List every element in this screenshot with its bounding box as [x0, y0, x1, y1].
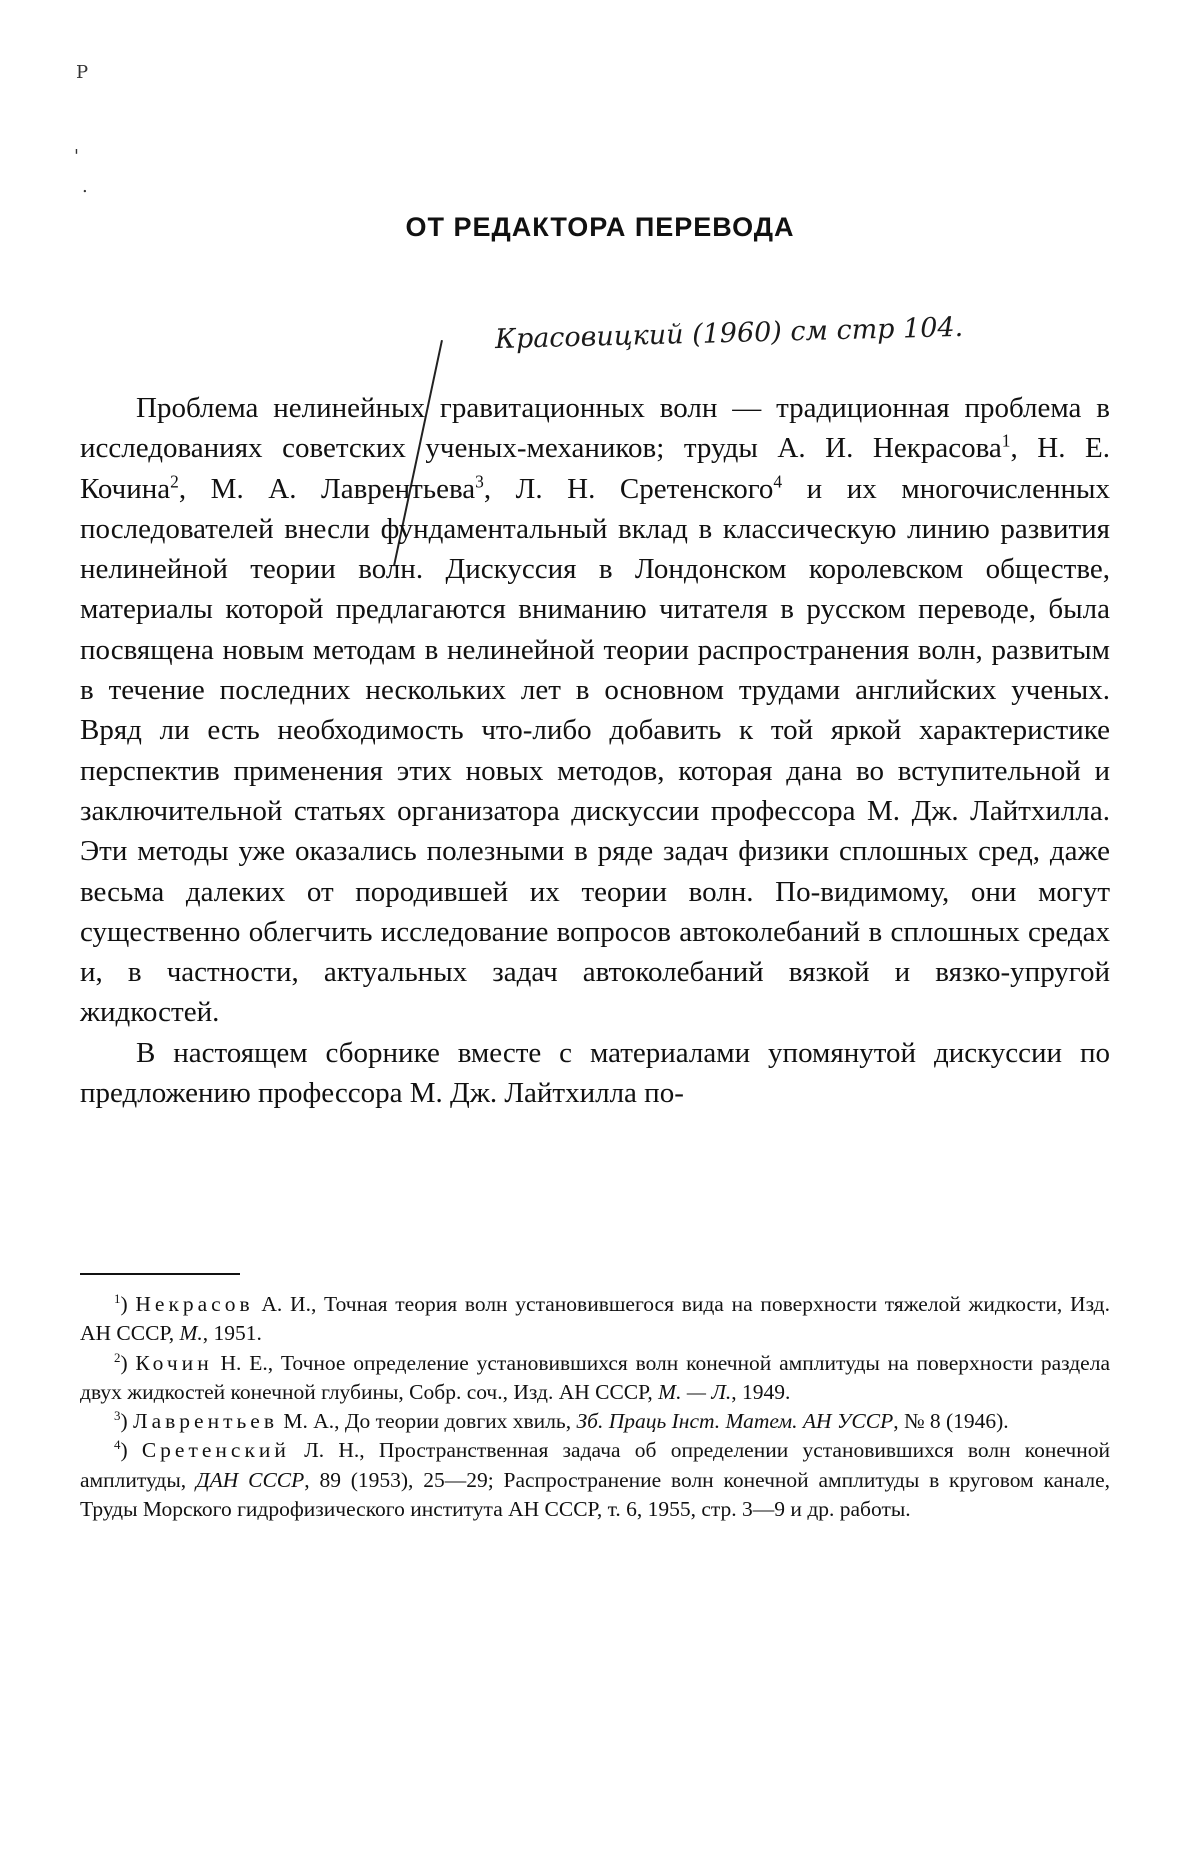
- footnotes: [80, 1290, 1110, 1524]
- footnote-3: $^3$) Лаврентьев М. А., До теории довгих хвиль, Зб. Праць Інст. Матем. АН УССР, № 8 (1946).: [114, 1409, 1009, 1434]
- footnote-ref: 4: [773, 470, 783, 491]
- footnote-italic: Зб. Праць Інст. Матем. АН УССР: [576, 1409, 894, 1434]
- footnote-text: М. А., До теории довгих хвиль,: [277, 1409, 577, 1434]
- paragraph-1: [80, 388, 1110, 1033]
- text-run: Проблема нелинейных гравитационных волн — традиционная проблема в исследованиях советских ученых-механиков; труды А. И. Некрасова: [80, 392, 1110, 465]
- paragraph-2: В настоящем сборнике вместе с материалами упомянутой дискуссии по предложению профессора М. Дж. Лайтхилла по-: [80, 1036, 1110, 1110]
- page-mark: ': [74, 146, 79, 167]
- page-mark: .: [82, 176, 88, 197]
- footnote-text: , 1949.: [731, 1379, 791, 1404]
- footnote-author: Лаврентьев: [133, 1409, 278, 1434]
- footnote-text: , 89 (1953), 25—29; Распространение волн конечной амплитуды в круговом канале, Труды Морского гидрофизического института АН СССР, т. 6, 1955, стр. 3—9 и др. работы.: [80, 1467, 1111, 1522]
- handwritten-note: Красовицкий (1960) см стр 104.: [494, 311, 964, 356]
- text-run: и их многочисленных последователей внесли фундаментальный вклад в классическую линию развития нелинейной теории волн. Дискуссия в Лондонском королевском обществе, материалы которой предлагаются вниманию читателя в русском переводе, была посвящена новым методам в нелинейной теории распространения волн, развитым в течение последних нескольких лет в основном трудами английских ученых. Вряд ли есть необходимость что-либо добавить к той яркой характеристике перспектив применения этих новых методов, которая дана во вступительной и заключительной статьях организатора дискуссии профессора М. Дж. Лайтхилла. Эти методы уже оказались полезными в ряде задач физики сплошных сред, даже весьма далеких от породившей их теории волн. По-видимому, они могут существенно облегчить исследование вопросов автоколебаний в сплошных средах и, в частности, актуальных задач автоколебаний вязкой и вязко-упругой жидкостей.: [80, 472, 1110, 1029]
- footnote-number: 1: [114, 1291, 121, 1306]
- footnote-author: Кочин: [135, 1350, 213, 1375]
- footnote-text: Л. Н., Пространственная задача об определении установившихся волн конечной амплитуды,: [80, 1438, 1110, 1492]
- page-title: ОТ РЕДАКТОРА ПЕРЕВОДА: [405, 212, 795, 242]
- footnote-ref: 1: [1001, 430, 1011, 451]
- footnote-divider: [80, 1273, 240, 1275]
- footnote-text: , 1951.: [202, 1321, 262, 1346]
- footnote-italic: М. — Л.: [658, 1379, 732, 1404]
- footnote-text: А. И., Точная теория волн установившегося вида на поверхности тяжелой жидкости, Изд. АН СССР,: [80, 1292, 1110, 1346]
- footnote-ref: 3: [475, 470, 484, 491]
- text-run: , М. А. Лаврентьева: [178, 472, 476, 505]
- footnote-text: , № 8 (1946).: [893, 1409, 1009, 1434]
- footnote-number: 3: [114, 1409, 121, 1424]
- footnote-number: 2: [114, 1350, 121, 1365]
- footnote-italic: ДАН СССР: [195, 1467, 305, 1492]
- text-run: , Н. Е. Кочина: [80, 432, 1110, 505]
- footnote-text: Н. Е., Точное определение установившихся волн конечной амплитуды на поверхности раздела двух жидкостей конечной глубины, Собр. соч., Изд. АН СССР,: [80, 1350, 1110, 1404]
- page-mark: P: [76, 62, 89, 83]
- footnote-author: Сретенский: [141, 1438, 290, 1463]
- footnote-ref: 2: [170, 470, 179, 491]
- footnote-4: $^4$) Сретенский Л. Н., Пространственная задача об определении установившихся волн конечной амплитуды, ДАН СССР, 89 (1953), 25—29; Распространение волн конечной амплитуды в круговом канале, Труды Морского гидрофизического института АН СССР, т. 6, 1955, стр. 3—9 и др. работы.: [80, 1438, 1111, 1522]
- main-text: [80, 388, 1110, 1113]
- footnote-italic: М.: [179, 1321, 203, 1346]
- footnote-author: Некрасов: [135, 1292, 254, 1316]
- text-run: , Л. Н. Сретенского: [483, 472, 774, 505]
- footnote-number: 4: [114, 1438, 121, 1453]
- footnote-1: $^1$) Некрасов А. И., Точная теория волн установившегося вида на поверхности тяжелой жидкости, Изд. АН СССР, М., 1951.: [80, 1291, 1110, 1346]
- footnote-2: $^2$) Кочин Н. Е., Точное определение установившихся волн конечной амплитуды на поверхности раздела двух жидкостей конечной глубины, Собр. соч., Изд. АН СССР, М. — Л., 1949.: [80, 1350, 1110, 1404]
